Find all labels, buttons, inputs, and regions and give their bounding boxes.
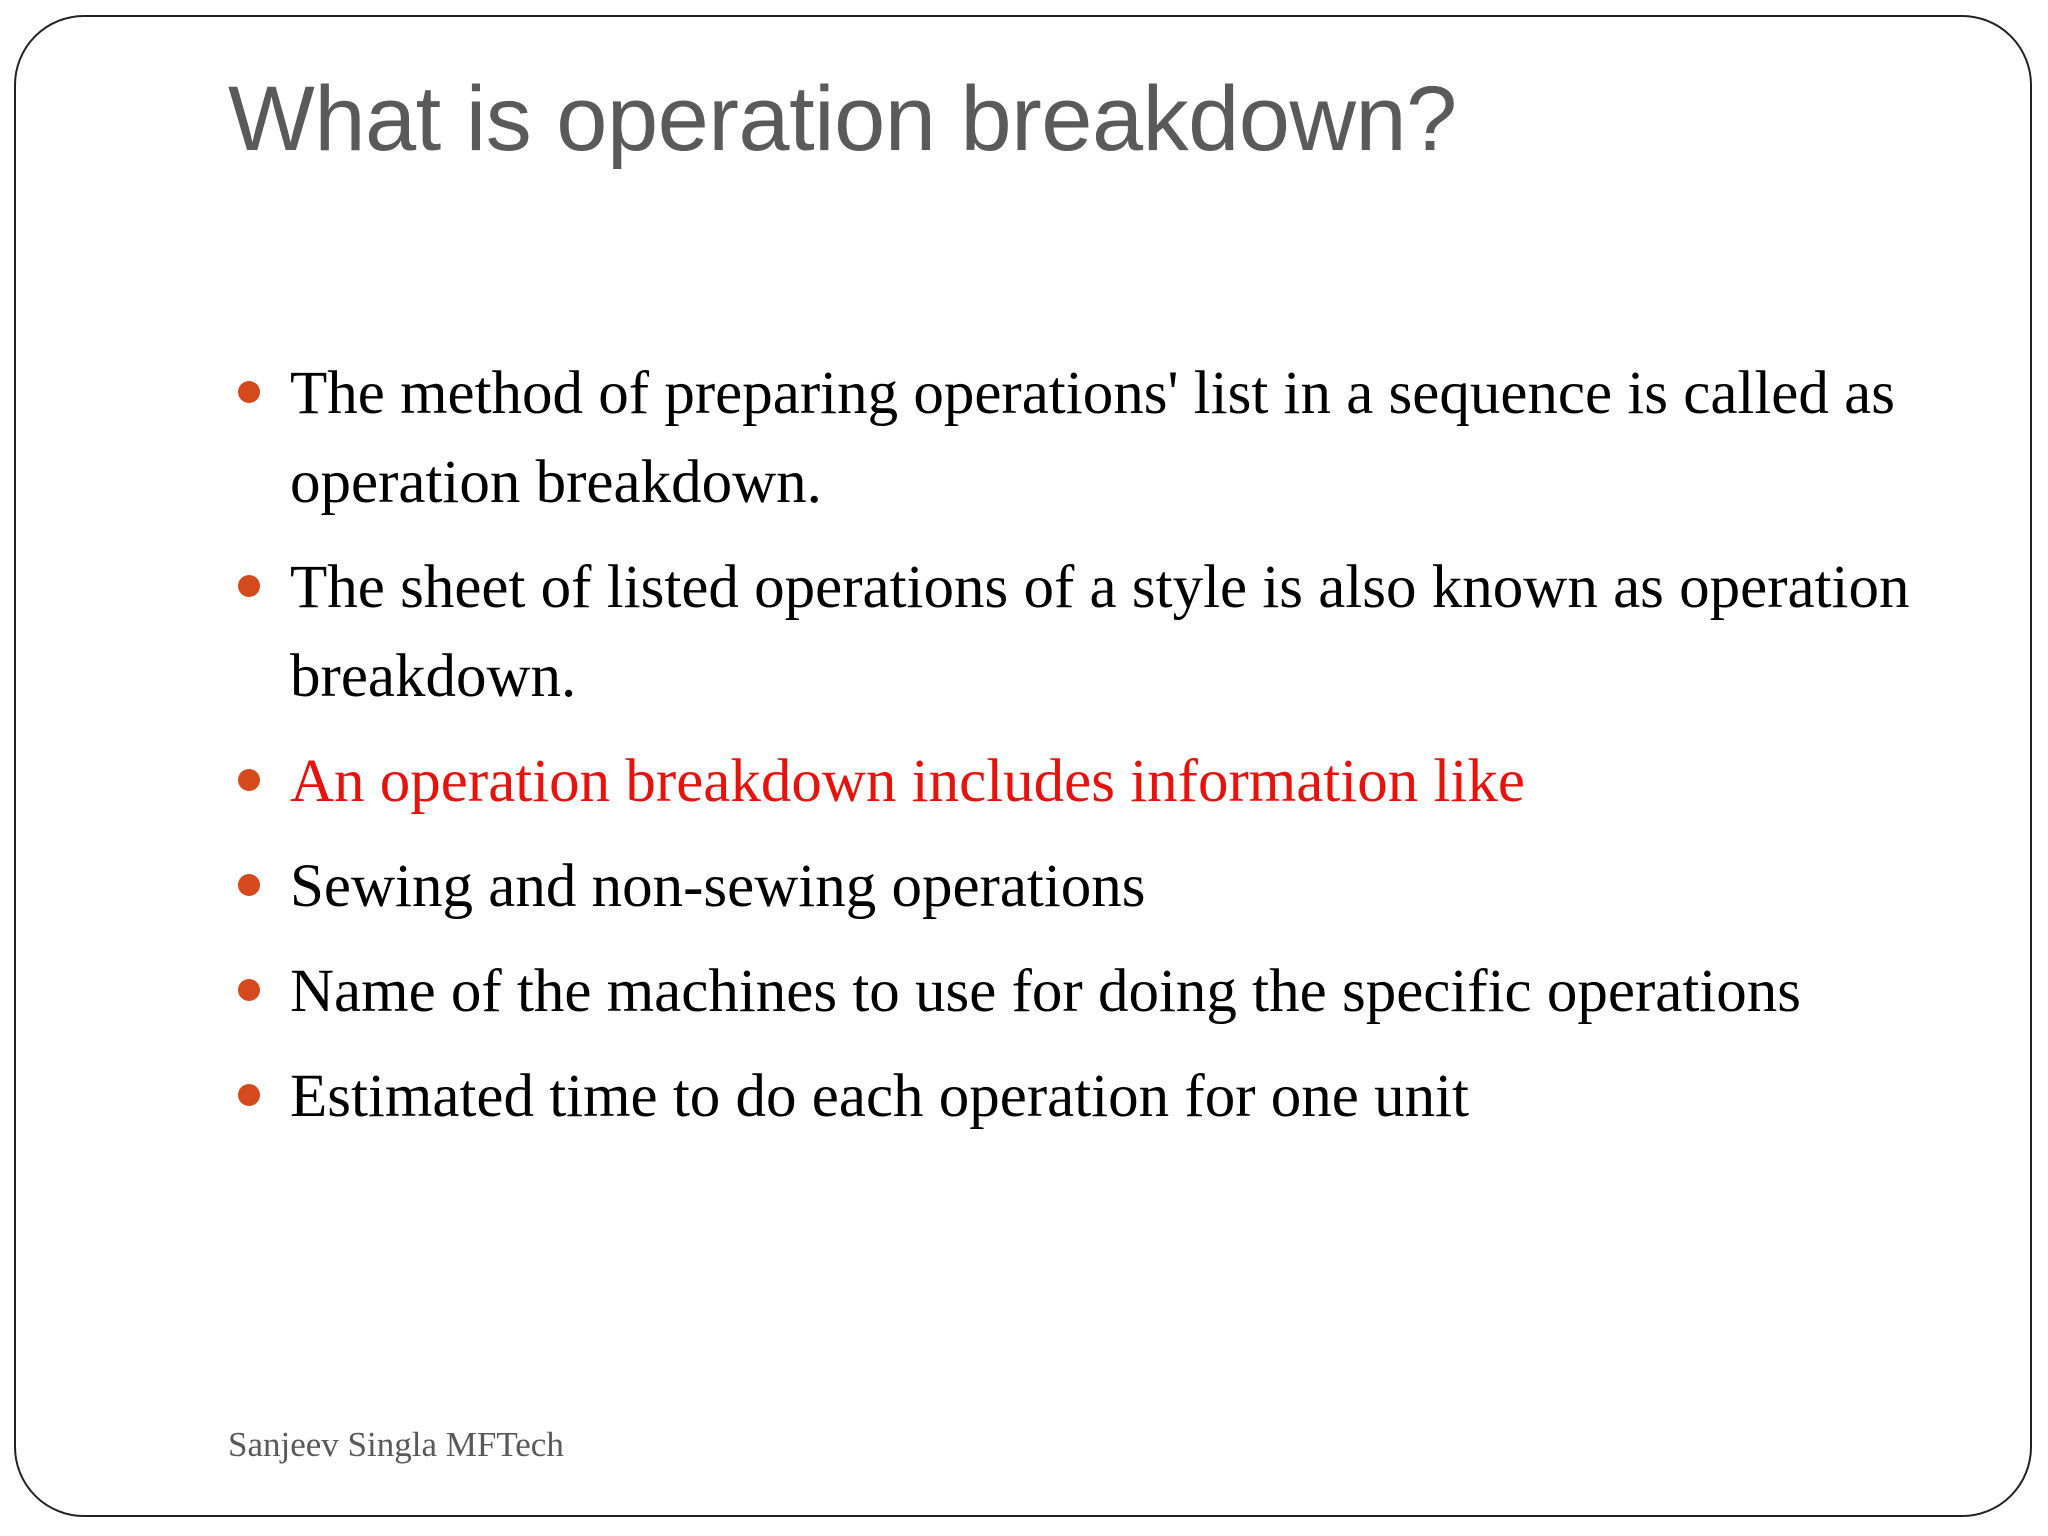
bullet-text: Estimated time to do each operation for one unit [290,1063,1469,1130]
slide-title: What is operation breakdown? [228,68,1457,170]
bullet-text: Sewing and non-sewing operations [290,853,1146,920]
bullet-text: An operation breakdown includes information like [290,748,1525,815]
bullet-dot-icon [238,769,260,791]
bullet-item [228,543,1928,721]
bullet-item [228,947,1928,1036]
bullet-dot-icon [238,381,260,403]
slide [14,15,2032,1517]
bullet-dot-icon [238,874,260,896]
bullet-text: Name of the machines to use for doing the specific operations [290,958,1801,1025]
footer-author: Sanjeev Singla MFTech [228,1425,564,1464]
bullet-item [228,842,1928,931]
bullet-dot-icon [238,979,260,1001]
bullet-item [228,1052,1928,1141]
bullet-text: The sheet of listed operations of a style is also known as operation breakdown. [290,554,1910,710]
bullet-list [228,349,1928,1157]
bullet-item-highlight [228,737,1928,826]
bullet-dot-icon [238,575,260,597]
bullet-dot-icon [238,1084,260,1106]
bullet-item [228,349,1928,527]
bullet-text: The method of preparing operations' list in a sequence is called as operation breakdown. [290,360,1895,516]
